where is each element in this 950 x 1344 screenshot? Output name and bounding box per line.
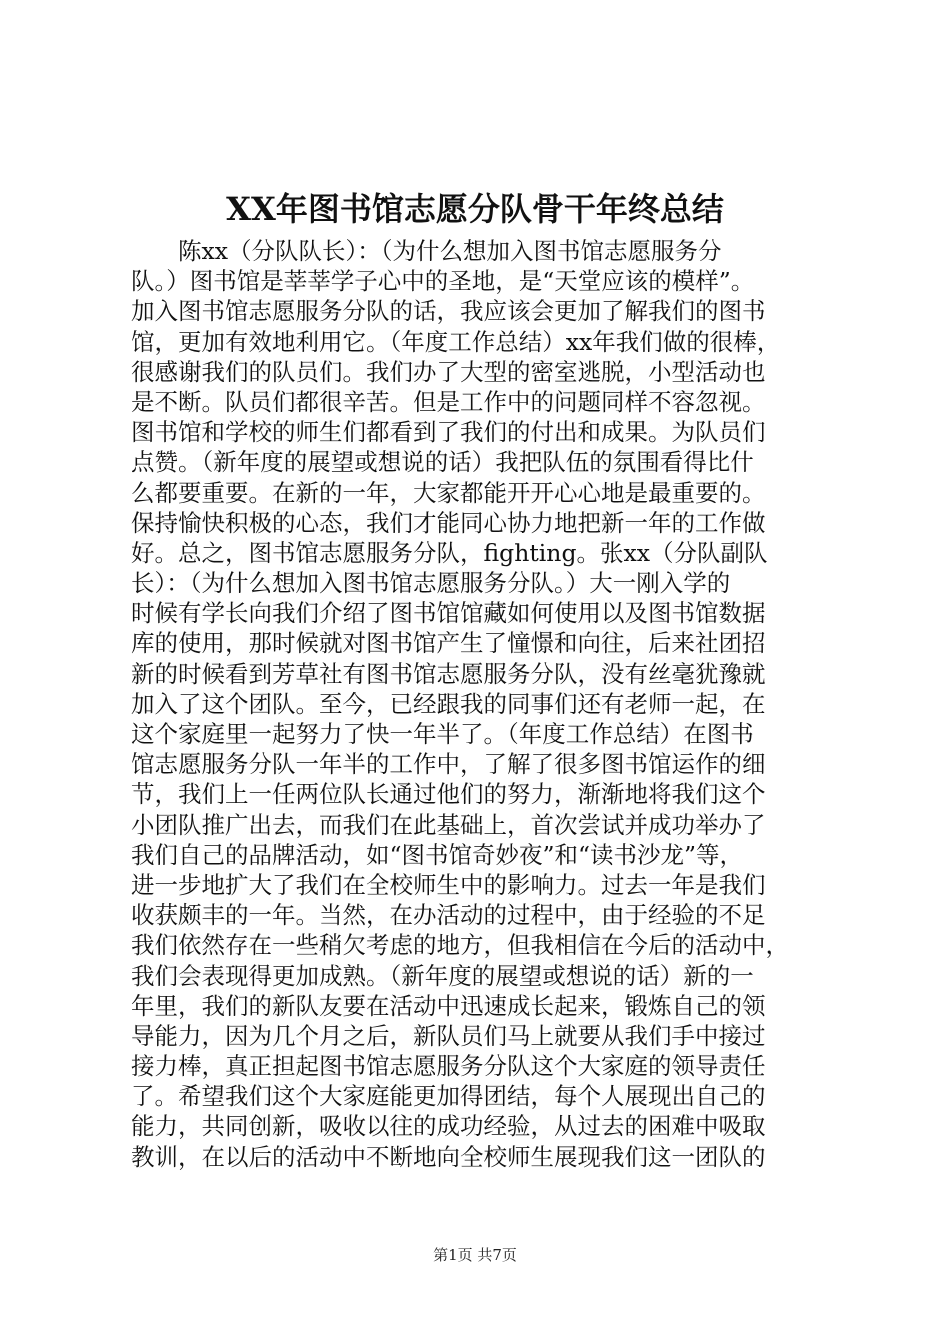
body-line: 进一步地扩大了我们在全校师生中的影响力。过去一年是我们	[131, 870, 766, 899]
body-line: 馆志愿服务分队一年半的工作中，了解了很多图书馆运作的细	[131, 750, 766, 779]
body-line: 是不断。队员们都很辛苦。但是工作中的问题同样不容忽视。	[131, 387, 766, 416]
body-line: 馆，更加有效地利用它。（年度工作总结）xx年我们做的很棒，	[131, 327, 781, 356]
body-line: 接力棒，真正担起图书馆志愿服务分队这个大家庭的领导责任	[131, 1052, 766, 1081]
body-line: 收获颇丰的一年。当然，在办活动的过程中，由于经验的不足	[131, 901, 766, 930]
body-line: 库的使用，那时候就对图书馆产生了憧憬和向往，后来社团招	[131, 629, 766, 658]
page-number-footer: 第1页 共7页	[433, 1246, 517, 1264]
body-line: 长）：（为什么想加入图书馆志愿服务分队。）大一刚入学的	[131, 569, 731, 598]
body-line: 时候有学长向我们介绍了图书馆馆藏如何使用以及图书馆数据	[131, 599, 766, 628]
body-line: 节，我们上一任两位队长通过他们的努力，渐渐地将我们这个	[131, 780, 766, 809]
document-body	[131, 236, 831, 1172]
body-line: 新的时候看到芳草社有图书馆志愿服务分队，没有丝毫犹豫就	[131, 659, 766, 688]
body-line: 了。希望我们这个大家庭能更加得团结，每个人展现出自己的	[131, 1082, 766, 1111]
body-line: 教训，在以后的活动中不断地向全校师生展现我们这一团队的	[131, 1142, 766, 1171]
body-line: 保持愉快积极的心态，我们才能同心协力地把新一年的工作做	[131, 508, 766, 537]
document-title: XX年图书馆志愿分队骨干年终总结	[226, 190, 724, 228]
body-line: 我们自己的品牌活动，如“图书馆奇妙夜”和“读书沙龙”等，	[131, 840, 744, 869]
body-line: 好。总之，图书馆志愿服务分队，fighting。张xx（分队副队	[131, 538, 768, 567]
body-line: 小团队推广出去，而我们在此基础上，首次尝试并成功举办了	[131, 810, 766, 839]
body-line: 导能力，因为几个月之后，新队员们马上就要从我们手中接过	[131, 1021, 766, 1050]
body-line: 队。）图书馆是莘莘学子心中的圣地，是“天堂应该的模样”。	[131, 267, 755, 296]
body-line: 加入图书馆志愿服务分队的话，我应该会更加了解我们的图书	[131, 297, 766, 326]
body-line: 年里，我们的新队友要在活动中迅速成长起来，锻炼自己的领	[131, 991, 766, 1020]
body-line: 我们依然存在一些稍欠考虑的地方，但我相信在今后的活动中，	[131, 931, 789, 960]
body-line: 陈xx（分队队长）：（为什么想加入图书馆志愿服务分	[131, 237, 722, 265]
body-line: 我们会表现得更加成熟。（新年度的展望或想说的话）新的一	[131, 961, 754, 990]
body-line: 很感谢我们的队员们。我们办了大型的密室逃脱，小型活动也	[131, 357, 766, 386]
body-line: 加入了这个团队。至今，已经跟我的同事们还有老师一起，在	[131, 689, 766, 718]
body-line: 图书馆和学校的师生们都看到了我们的付出和成果。为队员们	[131, 418, 766, 447]
body-line: 点赞。（新年度的展望或想说的话）我把队伍的氛围看得比什	[131, 448, 754, 477]
body-line: 么都要重要。在新的一年，大家都能开开心心地是最重要的。	[131, 478, 766, 507]
body-line: 能力，共同创新，吸收以往的成功经验，从过去的困难中吸取	[131, 1112, 766, 1141]
body-line: 这个家庭里一起努力了快一年半了。（年度工作总结）在图书	[131, 720, 754, 748]
